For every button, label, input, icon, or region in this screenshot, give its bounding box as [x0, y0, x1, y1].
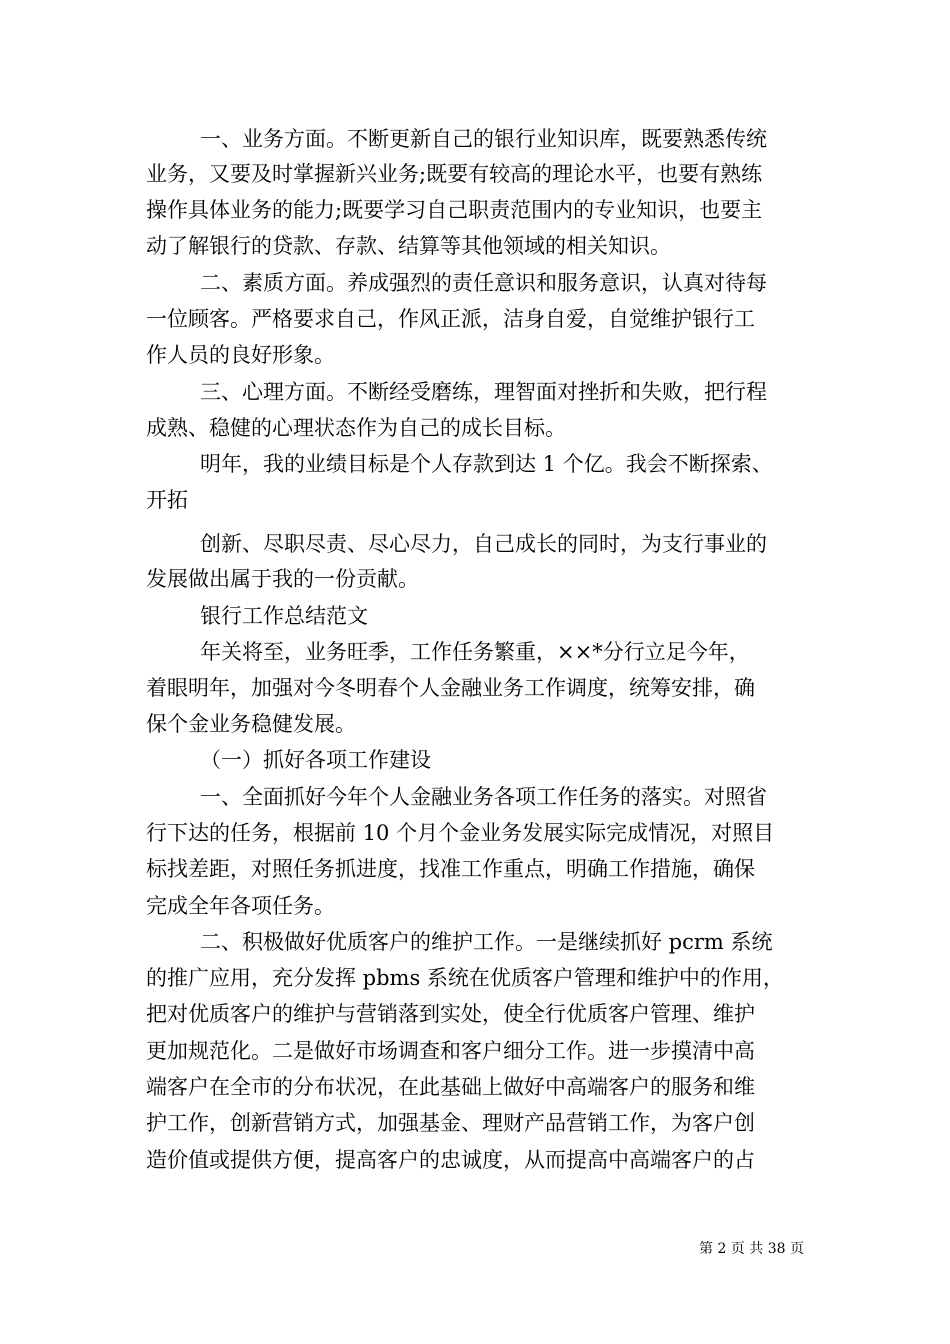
paragraph-line: 端客户在全市的分布状况，在此基础上做好中高端客户的服务和维 [146, 1075, 755, 1099]
paragraph-line: 二、素质方面。养成强烈的责任意识和服务意识，认真对待每 [200, 271, 767, 295]
paragraph-line: 一位顾客。严格要求自己，作风正派，洁身自爱，自觉维护银行工 [146, 307, 755, 331]
paragraph-line: 操作具体业务的能力;既要学习自己职责范围内的专业知识，也要主 [146, 198, 763, 222]
paragraph-line: 一、业务方面。不断更新自己的银行业知识库，既要熟悉传统 [200, 127, 767, 151]
paragraph-line: 行下达的任务，根据前 10 个月个金业务发展实际完成情况，对照目 [146, 821, 775, 845]
section-heading: 银行工作总结范文 [200, 604, 368, 628]
paragraph-line: 造价值或提供方便，提高客户的忠诚度，从而提高中高端客户的占 [146, 1148, 755, 1172]
paragraph-line: 开拓 [146, 488, 188, 512]
paragraph-line: 一、全面抓好今年个人金融业务各项工作任务的落实。对照省 [200, 785, 767, 809]
paragraph-line: 保个金业务稳健发展。 [146, 712, 356, 736]
paragraph-line: 着眼明年，加强对今冬明春个人金融业务工作调度，统筹安排，确 [146, 676, 755, 700]
paragraph-line: 年关将至，业务旺季，工作任务繁重，××*分行立足今年， [200, 640, 750, 664]
paragraph-line: 更加规范化。二是做好市场调查和客户细分工作。进一步摸清中高 [146, 1039, 755, 1063]
paragraph-line: 完成全年各项任务。 [146, 894, 335, 918]
paragraph-line: 标找差距，对照任务抓进度，找准工作重点，明确工作措施，确保 [146, 857, 755, 881]
paragraph-line: 把对优质客户的维护与营销落到实处，使全行优质客户管理、维护 [146, 1002, 755, 1026]
paragraph-line: 业务，又要及时掌握新兴业务;既要有较高的理论水平，也要有熟练 [146, 162, 763, 186]
page-number: 第 2 页 共 38 页 [699, 1241, 804, 1257]
paragraph-line: 发展做出属于我的一份贡献。 [146, 567, 419, 591]
paragraph-line: 成熟、稳健的心理状态作为自己的成长目标。 [146, 416, 566, 440]
paragraph-line: 三、心理方面。不断经受磨练，理智面对挫折和失败，把行程 [200, 380, 767, 404]
paragraph-line: 的推广应用，充分发挥 pbms 系统在优质客户管理和维护中的作用， [146, 966, 784, 990]
paragraph-line: 创新、尽职尽责、尽心尽力，自己成长的同时，为支行事业的 [200, 532, 767, 556]
paragraph-line: 动了解银行的贷款、存款、结算等其他领域的相关知识。 [146, 234, 671, 258]
paragraph-line: 明年，我的业绩目标是个人存款到达 1 个亿。我会不断探索、 [200, 452, 773, 476]
subsection-heading: （一）抓好各项工作建设 [200, 748, 431, 772]
paragraph-line: 作人员的良好形象。 [146, 343, 335, 367]
paragraph-line: 二、积极做好优质客户的维护工作。一是继续抓好 pcrm 系统 [200, 930, 773, 954]
paragraph-line: 护工作，创新营销方式，加强基金、理财产品营销工作，为客户创 [146, 1111, 755, 1135]
